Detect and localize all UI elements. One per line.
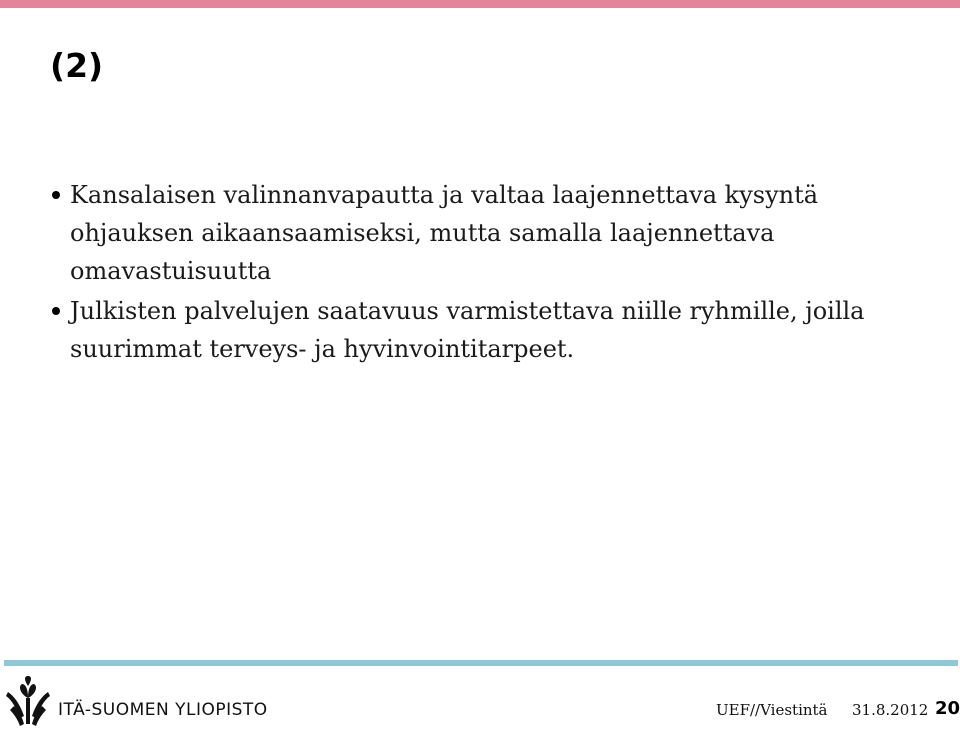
top-accent-bar xyxy=(0,0,960,8)
footer-date: 31.8.2012 xyxy=(852,701,929,719)
bullet-text: Kansalaisen valinnanvapautta ja valtaa laajennettava kysyntä ohjauksen aikaansaamiseksi, mutta samalla laajennettava omavastuisuutta xyxy=(70,181,819,285)
uef-leaf-logo-icon xyxy=(6,676,50,726)
bullet-item xyxy=(46,176,926,290)
university-name: ITÄ-SUOMEN YLIOPISTO xyxy=(58,700,268,720)
bullet-text: Julkisten palvelujen saatavuus varmistettava niille ryhmille, joilla suurimmat terveys- ja hyvinvointitarpeet. xyxy=(70,297,865,363)
page-number: 20 xyxy=(935,698,960,719)
bullet-dot-icon xyxy=(52,191,60,199)
bullet-dot-icon xyxy=(52,307,60,315)
slide-title: (2) xyxy=(50,46,104,85)
bullet-list xyxy=(46,176,926,370)
footer-department: UEF//Viestintä xyxy=(716,701,828,719)
bottom-accent-bar xyxy=(4,660,958,666)
bullet-item xyxy=(46,292,926,368)
